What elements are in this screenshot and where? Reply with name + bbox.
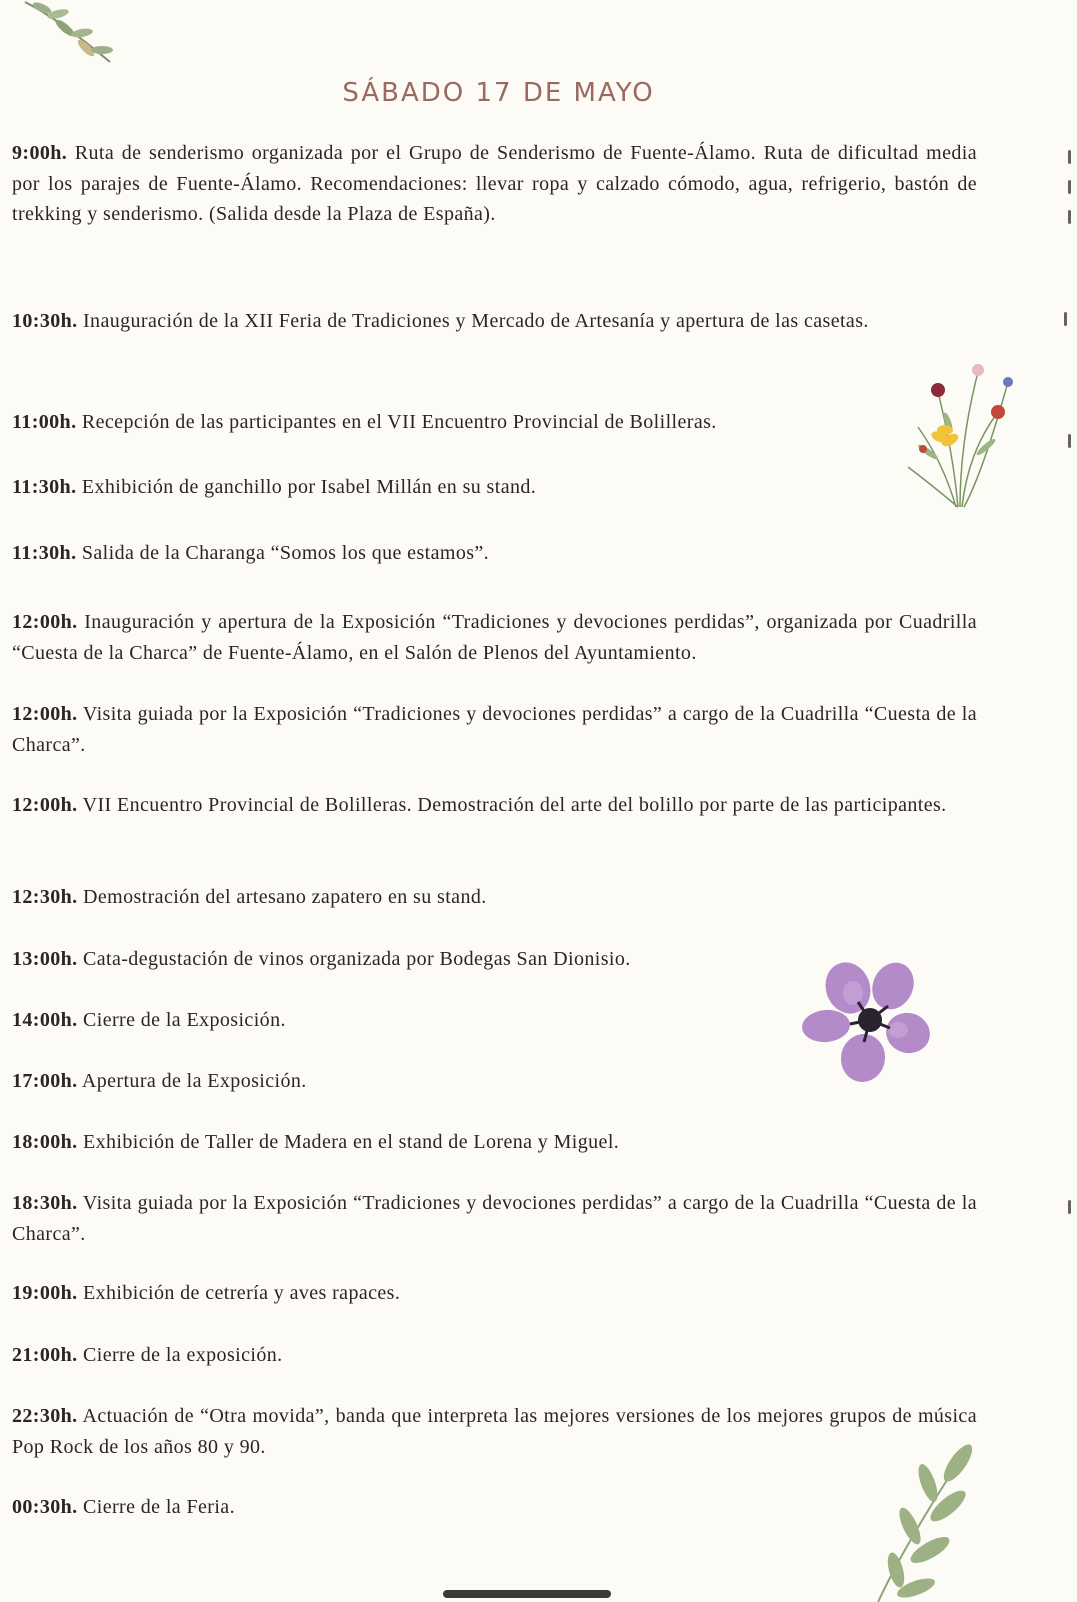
entry-text: Visita guiada por la Exposición “Tradiciones y devociones perdidas” a cargo de la Cuadrilla “Cuesta de la Charca”. bbox=[12, 703, 977, 756]
schedule-entry bbox=[12, 882, 977, 913]
schedule-entry bbox=[12, 1401, 977, 1462]
edge-mark bbox=[1064, 312, 1067, 326]
entry-time: 12:00h. bbox=[12, 794, 78, 816]
schedule-entry bbox=[12, 1340, 977, 1371]
entry-text: Cierre de la exposición. bbox=[77, 1344, 283, 1366]
entry-text: Inauguración y apertura de la Exposición “Tradiciones y devociones perdidas”, organizada por Cuadrilla “Cuesta de la Charca” de Fuente-Álamo, en el Salón de Plenos del Ayuntamiento. bbox=[12, 611, 977, 664]
page-title: SÁBADO 17 DE MAYO bbox=[342, 78, 655, 108]
entry-text: VII Encuentro Provincial de Bolilleras. Demostración del arte del bolillo por parte de las participantes. bbox=[77, 794, 947, 816]
purple-flower-icon bbox=[798, 958, 938, 1088]
entry-time: 19:00h. bbox=[12, 1282, 78, 1304]
entry-text: Exhibición de Taller de Madera en el stand de Lorena y Miguel. bbox=[77, 1131, 620, 1153]
entry-text: Actuación de “Otra movida”, banda que interpreta las mejores versiones de los mejores grupos de música Pop Rock de los años 80 y 90. bbox=[12, 1405, 977, 1458]
entry-time: 21:00h. bbox=[12, 1344, 78, 1366]
entry-text: Exhibición de cetrería y aves rapaces. bbox=[77, 1282, 401, 1304]
entry-text: Cata-degustación de vinos organizada por Bodegas San Dionisio. bbox=[77, 948, 631, 970]
schedule-entry bbox=[12, 1188, 977, 1249]
wildflower-bouquet-icon bbox=[898, 352, 1028, 512]
schedule-entry bbox=[12, 407, 892, 438]
schedule-entry bbox=[12, 1005, 792, 1036]
entry-time: 00:30h. bbox=[12, 1496, 78, 1518]
schedule-entry bbox=[12, 1127, 977, 1158]
entry-time: 10:30h. bbox=[12, 310, 78, 332]
schedule-entry bbox=[12, 538, 977, 569]
entry-time: 18:30h. bbox=[12, 1192, 78, 1214]
entry-text: Ruta de senderismo organizada por el Grupo de Senderismo de Fuente-Álamo. Ruta de dificultad media por los parajes de Fuente-Álamo. Recomendaciones: llevar ropa y calzado cómodo, agua, refrigerio, bastón de trekking y senderismo. (Salida desde la Plaza de España). bbox=[12, 142, 977, 225]
entry-time: 18:00h. bbox=[12, 1131, 78, 1153]
schedule-entry bbox=[12, 138, 977, 230]
entry-time: 22:30h. bbox=[12, 1405, 78, 1427]
schedule-entry bbox=[12, 1278, 977, 1309]
schedule-entry bbox=[12, 1492, 812, 1523]
schedule-entry bbox=[12, 699, 977, 760]
entry-text: Recepción de las participantes en el VII Encuentro Provincial de Bolilleras. bbox=[76, 411, 717, 433]
leaf-branch-icon bbox=[868, 1438, 988, 1602]
entry-text: Visita guiada por la Exposición “Tradiciones y devociones perdidas” a cargo de la Cuadrilla “Cuesta de la Charca”. bbox=[12, 1192, 977, 1245]
entry-text: Cierre de la Exposición. bbox=[77, 1009, 286, 1031]
entry-text: Inauguración de la XII Feria de Tradiciones y Mercado de Artesanía y apertura de las casetas. bbox=[77, 310, 869, 332]
entry-time: 11:30h. bbox=[12, 542, 77, 564]
edge-mark bbox=[1068, 1200, 1071, 1214]
edge-mark bbox=[1068, 150, 1071, 164]
entry-time: 17:00h. bbox=[12, 1070, 78, 1092]
entry-text: Salida de la Charanga “Somos los que estamos”. bbox=[76, 542, 490, 564]
leaf-sprig-icon bbox=[20, 0, 120, 70]
entry-time: 14:00h. bbox=[12, 1009, 78, 1031]
home-indicator[interactable] bbox=[443, 1590, 611, 1598]
entry-time: 13:00h. bbox=[12, 948, 78, 970]
edge-mark bbox=[1068, 210, 1071, 224]
entry-time: 12:00h. bbox=[12, 611, 78, 633]
edge-mark bbox=[1068, 434, 1071, 448]
schedule-entry bbox=[12, 306, 977, 337]
schedule-entry bbox=[12, 1066, 792, 1097]
schedule-entry bbox=[12, 607, 977, 668]
entry-text: Demostración del artesano zapatero en su stand. bbox=[77, 886, 487, 908]
entry-text: Cierre de la Feria. bbox=[77, 1496, 235, 1518]
entry-time: 12:00h. bbox=[12, 703, 78, 725]
entry-time: 12:30h. bbox=[12, 886, 78, 908]
entry-time: 11:00h. bbox=[12, 411, 77, 433]
schedule-entry bbox=[12, 472, 892, 503]
schedule-entry bbox=[12, 944, 802, 975]
entry-time: 11:30h. bbox=[12, 476, 77, 498]
entry-text: Exhibición de ganchillo por Isabel Millán en su stand. bbox=[76, 476, 537, 498]
edge-mark bbox=[1068, 180, 1071, 194]
entry-time: 9:00h. bbox=[12, 142, 68, 164]
entry-text: Apertura de la Exposición. bbox=[77, 1070, 307, 1092]
schedule-entry bbox=[12, 790, 977, 821]
